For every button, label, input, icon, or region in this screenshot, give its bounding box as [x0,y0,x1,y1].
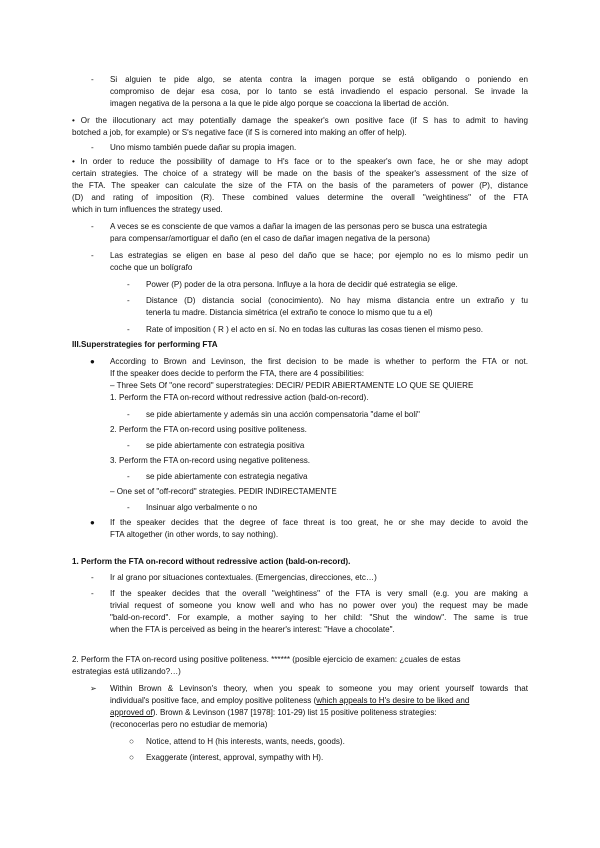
paragraph-line: Within Brown & Levinson's theory, when you speak to someone you may orient yourself towards that [110,684,528,693]
paragraph-line: (reconocerlas pero no estudiar de memoria) [110,720,268,729]
dash-marker: - [127,503,130,512]
paragraph-line: (D) and rating of imposition (R). These combined values determine the overall "weightiness" of the FTA [72,193,528,202]
circle-marker: ○ [129,737,134,746]
paragraph-line: 2. Perform the FTA on-record using positive politeness. [110,425,307,434]
paragraph-line: Exaggerate (interest, approval, sympathy with H). [146,753,324,762]
paragraph-line: A veces se es consciente de que vamos a dañar la imagen de las personas pero se busca una estrategia [110,222,488,231]
paragraph-line [110,696,469,706]
paragraph-line: 3. Perform the FTA on-record using negative politeness. [110,456,311,465]
paragraph-line: se pide abiertamente con estrategia negativa [146,472,308,481]
section-heading: 2. Perform the FTA on-record using positive politeness. ****** (posible ejercicio de examen: ¿cuales de estas [72,655,461,664]
dash-marker: - [127,472,130,481]
paragraph-line: Las estrategias se eligen en base al peso del daño que se hace; por ejemplo no es lo mismo pedir un [110,251,528,260]
paragraph-line: FTA altogether (in other words, to say nothing). [110,530,279,539]
arrow-marker: ➢ [90,684,97,693]
paragraph-line: trivial request of someone you know well and who has no power over you) the request may be made [110,601,528,610]
dash-marker: - [127,441,130,450]
dash-marker: - [127,296,130,305]
underlined-text: approved of [110,708,153,717]
section-heading: estrategias está utilizando?…) [72,667,181,676]
paragraph-line: certain strategies. The choice of a strategy will be made on the basis of the speaker's assessment of the size of [72,169,528,178]
paragraph-line: "bald-on-record". For example, a mother saying to her child: "Shut the window". The same is true [110,613,528,622]
dash-marker: - [91,251,94,260]
dash-marker: - [91,222,94,231]
paragraph-line: botched a job, for example) or S's negative face (if S is cornered into making an offer of help). [72,128,407,137]
paragraph-line: Ir al grano por situaciones contextuales. (Emergencias, direcciones, etc…) [110,573,377,582]
paragraph-line: tenerla tu madre. Distancia simétrica (el extraño te conoce lo mismo que tu a el) [146,308,433,317]
text-run: ). Brown & Levinson (1987 [1978]: 101-29) list 15 positive politeness strategies: [152,708,437,717]
paragraph-line: If the speaker decides that the degree of face threat is too great, he or she may decide to avoid the [110,518,528,527]
paragraph-line: Power (P) poder de la otra persona. Influye a la hora de decidir qué estrategia se elige. [146,280,458,289]
paragraph-line: If the speaker does decide to perform the FTA, there are 4 possibilities: [110,369,365,378]
paragraph-line: imagen negativa de la persona a la que le pide algo porque se coacciona la libertad de acción. [110,99,449,108]
dash-marker: - [91,75,94,84]
dash-marker: - [127,280,130,289]
paragraph-line: the FTA. The speaker can calculate the size of the FTA on the basis of the parameters of power (P), distance [72,181,528,190]
paragraph-line: • In order to reduce the possibility of damage to H's face or to the speaker's own face, he or she may adopt [72,157,528,166]
paragraph-line: Si alguien te pide algo, se atenta contra la imagen porque se está obligando o poniendo en [110,75,528,84]
dash-marker: - [91,143,94,152]
paragraph-line: compromiso de dejar esa cosa, por lo tanto se está invadiendo el espacio personal. Se invade la [110,87,528,96]
paragraph-line: Notice, attend to H (his interests, wants, needs, goods). [146,737,345,746]
dash-marker: - [91,589,94,598]
paragraph-line [110,708,437,718]
bullet-marker: ● [90,518,95,527]
paragraph-line: which in turn influences the strategy used. [72,205,223,214]
underlined-text: which appeals to H's desire to be liked and [316,696,470,705]
dash-marker: - [91,573,94,582]
paragraph-line: se pide abiertamente y además sin una acción compensatoria "dame el boli" [146,410,420,419]
paragraph-line: Distance (D) distancia social (conocimiento). No hay misma distancia entre un extraño y tu [146,296,528,305]
paragraph-line: – One set of "off-record" strategies. PEDIR INDIRECTAMENTE [110,487,337,496]
paragraph-line: According to Brown and Levinson, the first decision to be made is whether to perform the FTA or not. [110,357,528,366]
text-run: individual's positive face, and employ positive politeness ( [110,696,317,705]
paragraph-line: Uno mismo también puede dañar su propia imagen. [110,143,297,152]
paragraph-line: – Three Sets Of "one record" superstrategies: DECIR/ PEDIR ABIERTAMENTE LO QUE SE QUIERE [110,381,474,390]
paragraph-line: when the FTA is perceived as being in the hearer's interest: "Have a chocolate". [110,625,395,634]
section-heading: 1. Perform the FTA on-record without redressive action (bald-on-record). [72,557,351,566]
section-heading: III.Superstrategies for performing FTA [72,340,218,349]
paragraph-line: Insinuar algo verbalmente o no [146,503,258,512]
paragraph-line: If the speaker decides that the overall "weightiness" of the FTA is very small (e.g. you are making a [110,589,528,598]
paragraph-line: para compensar/amortiguar el daño (en el caso de dañar imagen negativa de la persona) [110,234,430,243]
circle-marker: ○ [129,753,134,762]
dash-marker: - [127,325,130,334]
paragraph-line: Rate of imposition ( R ) el acto en sí. No en todas las culturas las cosas tienen el mismo peso. [146,325,483,334]
paragraph-line: se pide abiertamente con estrategia positiva [146,441,305,450]
dash-marker: - [127,410,130,419]
paragraph-line: coche que un bolígrafo [110,263,193,272]
bullet-marker: ● [90,357,95,366]
paragraph-line: 1. Perform the FTA on-record without redressive action (bald-on-record). [110,393,369,402]
paragraph-line: • Or the illocutionary act may potentially damage the speaker's own positive face (if S has to admit to having [72,116,528,125]
